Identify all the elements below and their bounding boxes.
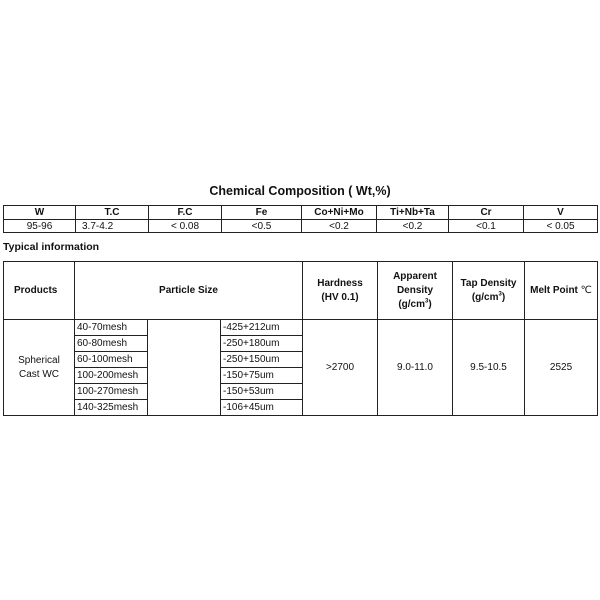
composition-header-fe: Fe [222, 206, 302, 220]
empty-cell [148, 320, 221, 416]
apparent-density-header-line2: Density [396, 284, 434, 296]
product-cell [4, 320, 75, 416]
composition-value-ti-nb-ta: <0.2 [377, 220, 449, 233]
tap-density-value: 9.5-10.5 [453, 320, 525, 416]
composition-value-tc: 3.7-4.2 [76, 220, 149, 233]
composition-header-w: W [4, 206, 76, 220]
melt-point-header-label: Melt Point [530, 284, 578, 296]
melt-point-header-unit: ℃ [580, 284, 592, 296]
mesh-cell: 40-70mesh [75, 320, 148, 336]
composition-value-cr: <0.1 [449, 220, 524, 233]
mesh-cell: 60-100mesh [75, 352, 148, 368]
size-cell: -425+212um [221, 320, 303, 336]
tap-density-header-sup: 3 [498, 291, 502, 298]
hardness-header-label: Hardness [317, 277, 363, 289]
products-header: Products [4, 262, 75, 320]
apparent-density-header [378, 262, 453, 320]
melt-point-value: 2525 [525, 320, 598, 416]
composition-value-fc: < 0.08 [149, 220, 222, 233]
size-cell: -150+53um [221, 384, 303, 400]
apparent-density-header-sup: 3 [425, 298, 429, 305]
melt-point-header [525, 262, 598, 320]
composition-header-row [4, 206, 598, 220]
apparent-density-header-line1: Apparent [393, 270, 437, 282]
product-line2: Cast WC [19, 368, 59, 380]
apparent-density-value: 9.0-11.0 [378, 320, 453, 416]
composition-value-row [4, 220, 598, 233]
size-cell: -106+45um [221, 400, 303, 416]
particle-size-header: Particle Size [75, 262, 303, 320]
composition-title: Chemical Composition ( Wt,%) [209, 184, 391, 198]
composition-value-co-ni-mo: <0.2 [302, 220, 377, 233]
composition-value-fe: <0.5 [222, 220, 302, 233]
composition-header-v: V [524, 206, 598, 220]
mesh-cell: 100-200mesh [75, 368, 148, 384]
composition-header-fc: F.C [149, 206, 222, 220]
mesh-cell: 140-325mesh [75, 400, 148, 416]
mesh-cell: 60-80mesh [75, 336, 148, 352]
typical-info-heading: Typical information [3, 241, 100, 253]
tap-density-header-label: Tap Density [460, 277, 517, 289]
hardness-value: >2700 [303, 320, 378, 416]
tap-density-header [453, 262, 525, 320]
tap-density-header-unit: (g/cm [471, 291, 499, 303]
apparent-density-header-unit: (g/cm [398, 298, 425, 310]
composition-value-w: 95-96 [4, 220, 76, 233]
hardness-header-unit: (HV 0.1) [321, 291, 359, 303]
hardness-header [303, 262, 378, 320]
product-line1: Spherical [18, 354, 60, 366]
composition-header-co-ni-mo: Co+Ni+Mo [302, 206, 377, 220]
size-cell: -250+150um [221, 352, 303, 368]
composition-value-v: < 0.05 [524, 220, 598, 233]
table-row [4, 320, 598, 336]
composition-header-cr: Cr [449, 206, 524, 220]
size-cell: -250+180um [221, 336, 303, 352]
mesh-cell: 100-270mesh [75, 384, 148, 400]
tap-density-header-close: ) [501, 291, 506, 303]
composition-header-ti-nb-ta: Ti+Nb+Ta [377, 206, 449, 220]
composition-header-tc: T.C [76, 206, 149, 220]
composition-table [3, 205, 598, 233]
typical-info-table [3, 261, 598, 416]
typical-info-header-row [4, 262, 598, 320]
apparent-density-header-close: ) [428, 298, 432, 310]
size-cell: -150+75um [221, 368, 303, 384]
